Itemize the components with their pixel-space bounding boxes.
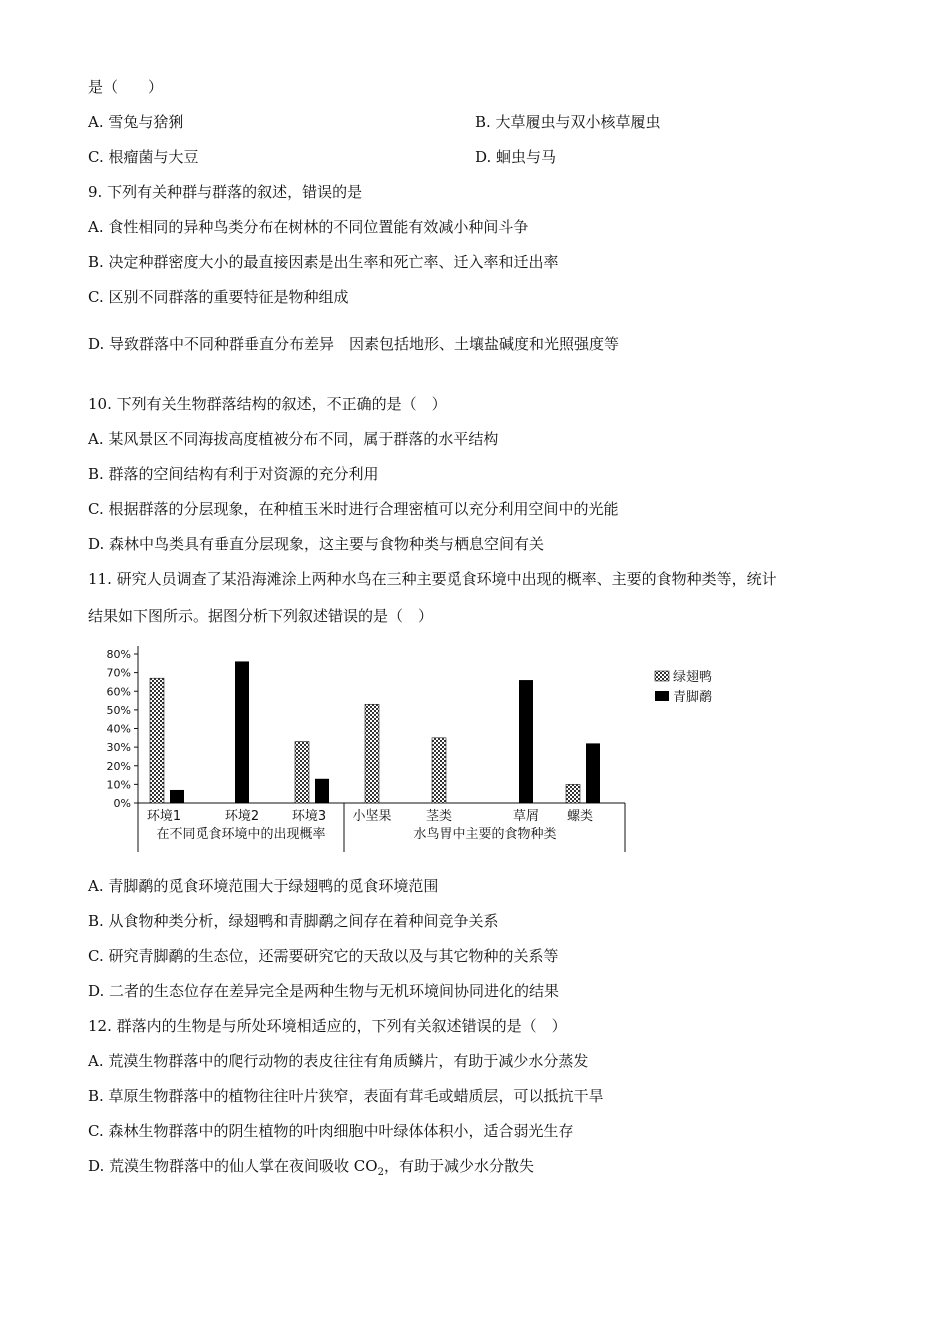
- x-category-label: 环境1: [146, 809, 182, 824]
- q10-option-b: B. 群落的空间结构有利于对资源的充分利用: [88, 465, 379, 483]
- y-tick-label: 80%: [106, 648, 131, 661]
- bar-greenshank: [519, 680, 533, 803]
- q8-option-a: A. 雪兔与猞猁: [88, 113, 184, 131]
- y-tick-label: 40%: [106, 722, 131, 736]
- q11-stem-line1: 11. 研究人员调查了某沿海滩涂上两种水鸟在三种主要觅食环境中出现的概率、主要的食物种类等，统计: [88, 570, 777, 588]
- q12-option-b: B. 草原生物群落中的植物往往叶片狭窄，表面有茸毛或蜡质层，可以抵抗干旱: [88, 1087, 604, 1105]
- q12-option-d: [88, 1156, 534, 1183]
- bar-green-winged-teal: [432, 738, 446, 803]
- bar-green-winged-teal: [295, 742, 309, 803]
- group-label-environment: 在不同觅食环境中的出现概率: [156, 827, 326, 842]
- q8-option-c: C. 根瘤菌与大豆: [88, 148, 199, 166]
- x-category-label: 小坚果: [352, 809, 392, 824]
- x-category-label: 环境2: [224, 809, 260, 824]
- q11-option-c: C. 研究青脚鹬的生态位，还需要研究它的天敌以及与其它物种的关系等: [88, 947, 559, 965]
- y-tick-label: 20%: [106, 759, 131, 773]
- group-label-food: 水鸟胃中主要的食物种类: [413, 827, 557, 842]
- y-tick-label: 10%: [106, 778, 131, 792]
- q12-option-d-prefix: D. 荒漠生物群落中的仙人掌在夜间吸收 CO: [88, 1157, 378, 1175]
- bar-green-winged-teal: [150, 678, 164, 803]
- y-tick-label: 70%: [106, 666, 131, 680]
- q10-option-d: D. 森林中鸟类具有垂直分层现象，这主要与食物种类与栖息空间有关: [88, 535, 545, 553]
- q9-stem: 9. 下列有关种群与群落的叙述，错误的是: [88, 183, 363, 201]
- legend-label-greenshank: 青脚鹬: [673, 690, 713, 705]
- x-category-label: 螺类: [566, 809, 594, 824]
- x-category-label: 茎类: [425, 809, 453, 824]
- bar-greenshank: [586, 743, 600, 803]
- legend-swatch-greenshank: [655, 691, 669, 701]
- q9-option-d: D. 导致群落中不同种群垂直分布差异 因素包括地形、土壤盐碱度和光照强度等: [88, 335, 620, 353]
- bar-green-winged-teal: [365, 704, 379, 803]
- x-category-label: 环境3: [291, 809, 327, 824]
- q9-option-b: B. 决定种群密度大小的最直接因素是出生率和死亡率、迁入率和迁出率: [88, 253, 559, 271]
- y-tick-label: 0%: [113, 797, 131, 810]
- bar-green-winged-teal: [566, 784, 580, 803]
- y-tick-label: 30%: [106, 741, 131, 755]
- bar-greenshank: [235, 661, 249, 803]
- q9-option-a: A. 食性相同的异种鸟类分布在树林的不同位置能有效减小种间斗争: [88, 218, 529, 236]
- legend-swatch-green-winged-teal: [655, 671, 669, 681]
- q8-option-b: B. 大草履虫与双小核草履虫: [475, 113, 661, 131]
- q10-option-a: A. 某风景区不同海拔高度植被分布不同，属于群落的水平结构: [88, 430, 499, 448]
- bar-greenshank: [315, 779, 329, 803]
- legend-label-green-winged-teal: 绿翅鸭: [673, 670, 713, 685]
- q12-option-a: A. 荒漠生物群落中的爬行动物的表皮往往有角质鳞片，有助于减少水分蒸发: [88, 1052, 589, 1070]
- x-category-label: 草屑: [512, 809, 540, 824]
- q11-option-d: D. 二者的生态位存在差异完全是两种生物与无机环境间协同进化的结果: [88, 982, 560, 1000]
- q12-option-d-subscript: 2: [377, 1167, 384, 1178]
- q10-stem: 10. 下列有关生物群落结构的叙述，不正确的是（ ）: [88, 395, 447, 413]
- q11-option-a: A. 青脚鹬的觅食环境范围大于绿翅鸭的觅食环境范围: [88, 877, 439, 895]
- q12-option-d-suffix: ，有助于减少水分散失: [383, 1157, 534, 1175]
- y-tick-label: 60%: [106, 685, 131, 699]
- q10-option-c: C. 根据群落的分层现象，在种植玉米时进行合理密植可以充分利用空间中的光能: [88, 500, 619, 518]
- bar-chart: [100, 640, 740, 860]
- q8-stem: 是（ ）: [88, 78, 164, 96]
- y-tick-label: 50%: [106, 703, 131, 717]
- q11-stem-line2: 结果如下图所示。据图分析下列叙述错误的是（ ）: [88, 607, 434, 625]
- bar-greenshank: [170, 790, 184, 803]
- q11-option-b: B. 从食物种类分析，绿翅鸭和青脚鹬之间存在着种间竞争关系: [88, 912, 499, 930]
- q8-option-d: D. 蛔虫与马: [475, 148, 557, 166]
- q12-option-c: C. 森林生物群落中的阴生植物的叶肉细胞中叶绿体体积小，适合弱光生存: [88, 1122, 574, 1140]
- q9-option-c: C. 区别不同群落的重要特征是物种组成: [88, 288, 349, 306]
- q12-stem: 12. 群落内的生物是与所处环境相适应的，下列有关叙述错误的是（ ）: [88, 1017, 567, 1035]
